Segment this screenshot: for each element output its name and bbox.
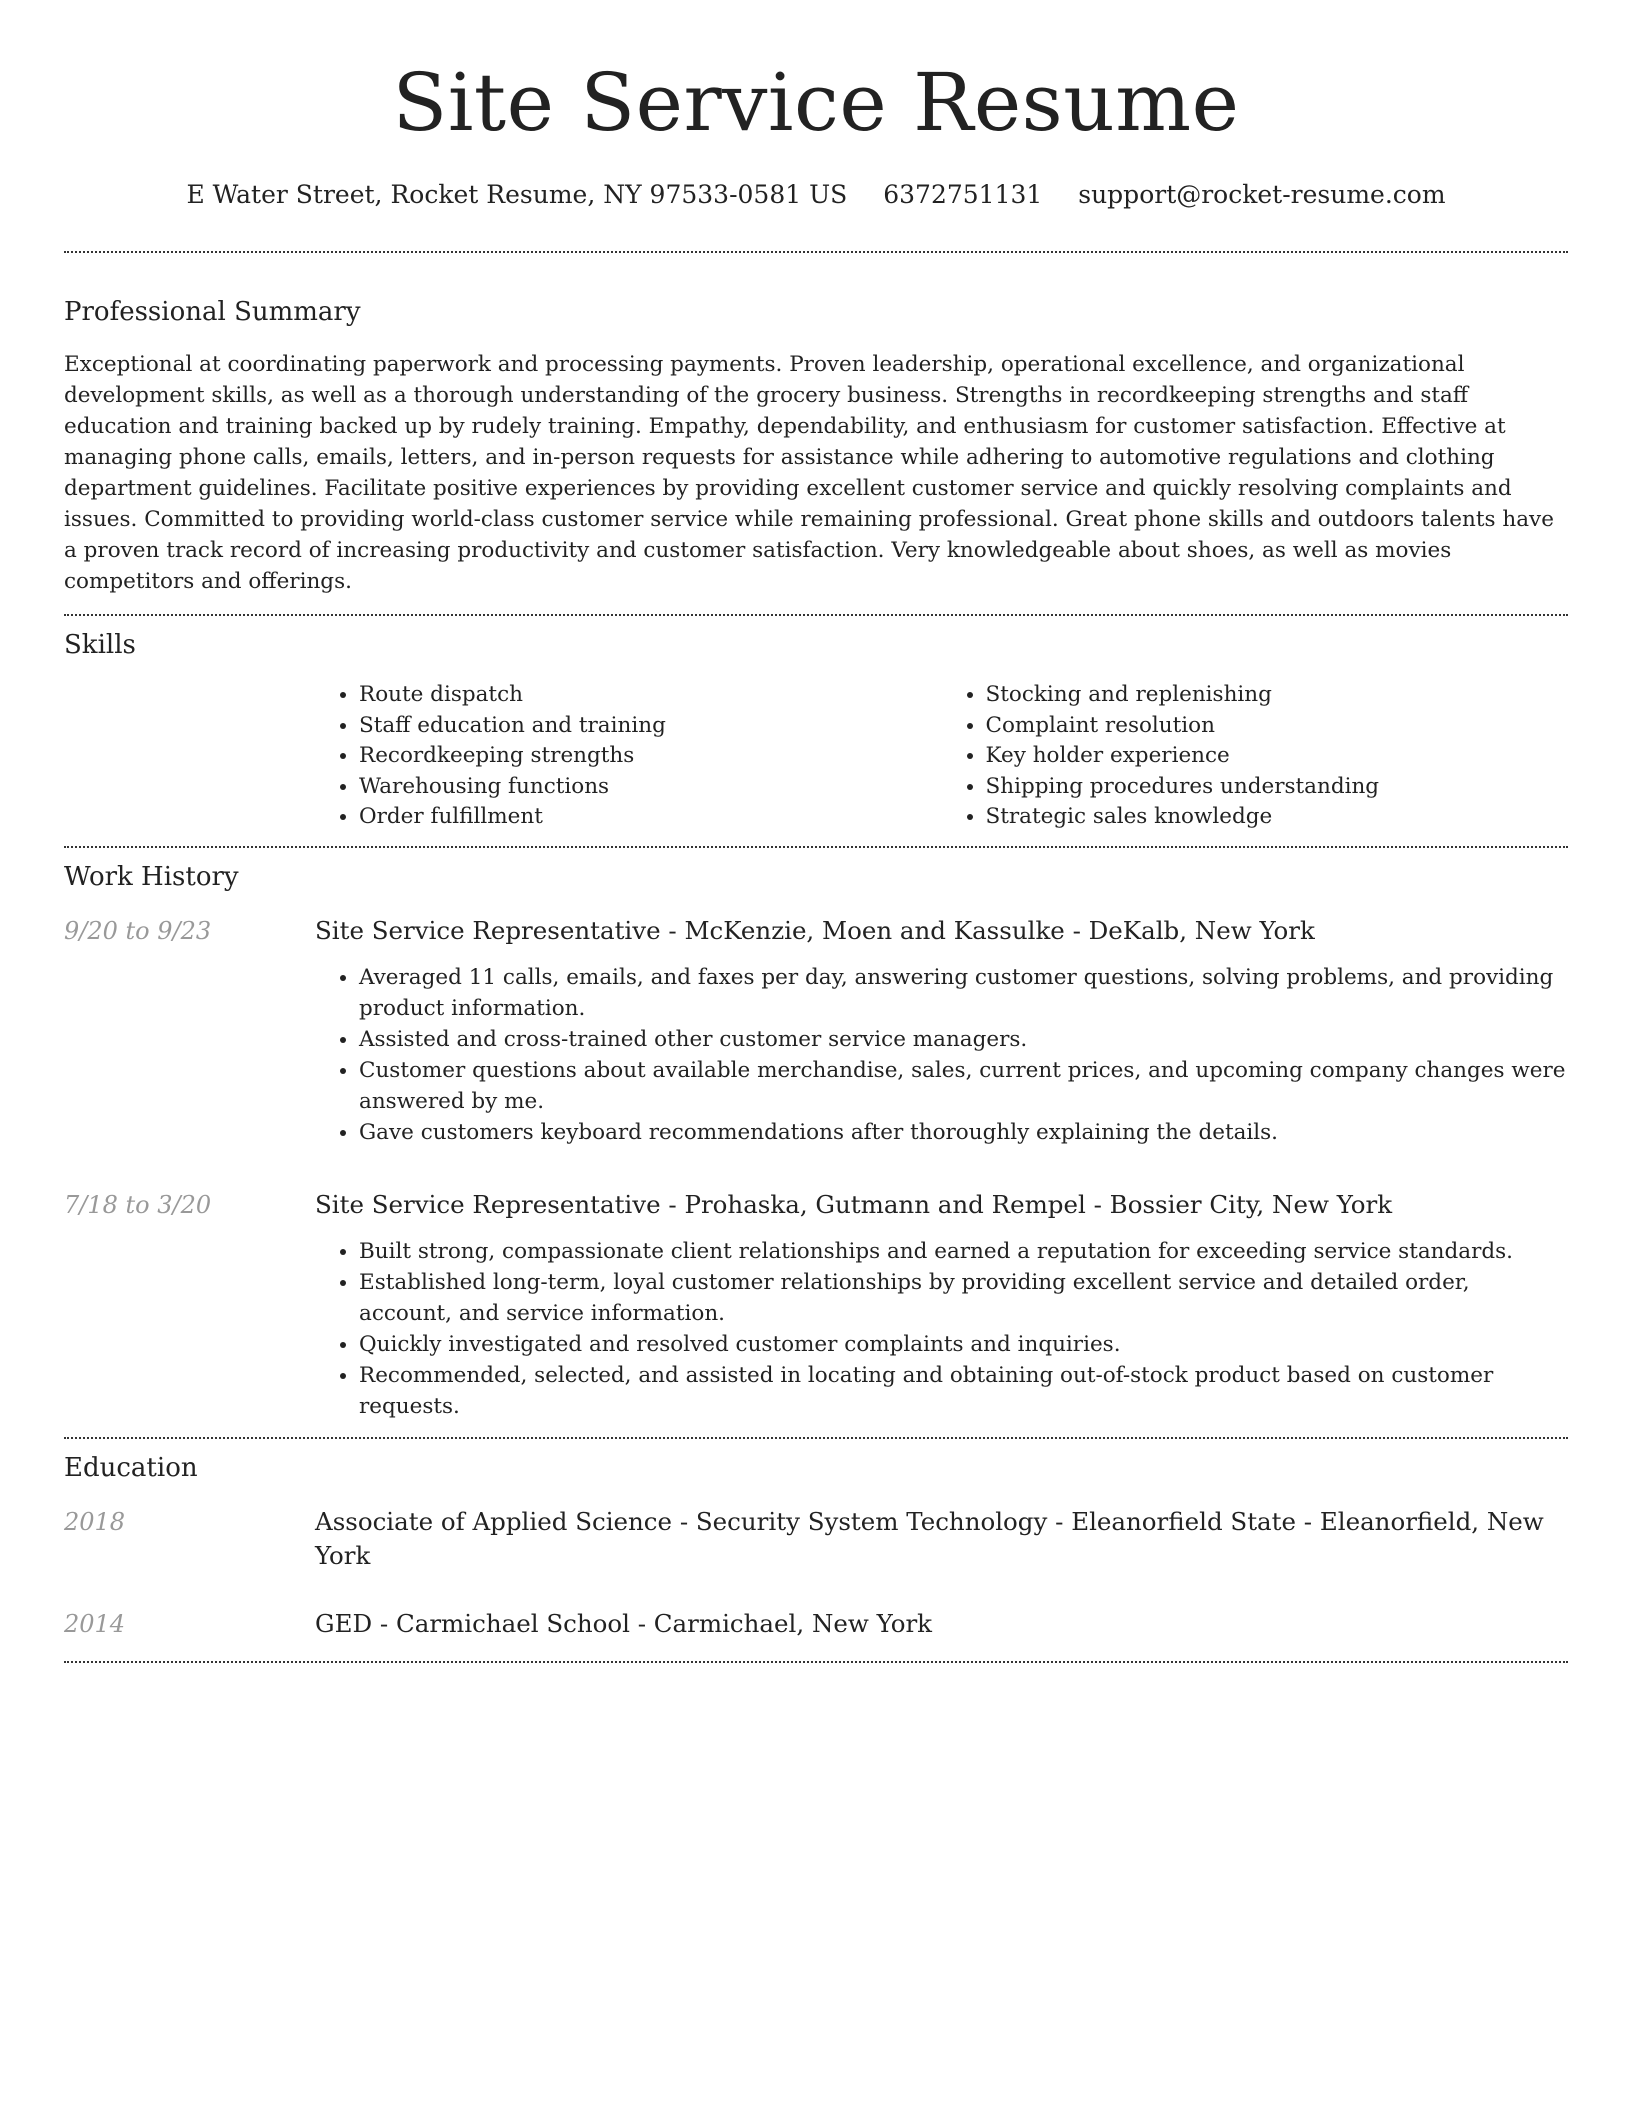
- resume-title: Site Service Resume: [392, 56, 1240, 149]
- job-bullet: • Averaged 11 calls, emails, and faxes per day, answering customer questions, solving problems, and providing product information.: [359, 962, 1568, 1024]
- education-heading: Education: [64, 1452, 198, 1483]
- job-bullet: • Recommended, selected, and assisted in locating and obtaining out-of-stock product based on customer requests.: [359, 1360, 1568, 1422]
- job-details: - Prohaska, Gutmann and Rempel - Bossier City, New York: [660, 1189, 1393, 1219]
- education-year: 2018: [64, 1507, 126, 1536]
- contact-line: [64, 178, 1568, 212]
- education-details: - Carmichael School - Carmichael, New York: [372, 1608, 932, 1638]
- job-entry: [64, 1188, 1568, 1437]
- job-heading: [315, 1188, 1568, 1222]
- education-heading-text: [315, 1607, 932, 1641]
- contact-phone: 6372751131: [883, 180, 1043, 209]
- job-details: - McKenzie, Moen and Kassulke - DeKalb, New York: [660, 915, 1315, 945]
- education-year: 2014: [64, 1609, 126, 1638]
- job-bullet: • Built strong, compassionate client relationships and earned a reputation for exceeding service standards.: [359, 1236, 1568, 1267]
- job-body: [315, 914, 1568, 1148]
- job-role: Site Service Representative: [315, 1189, 661, 1219]
- job-bullet: • Customer questions about available merchandise, sales, current prices, and upcoming company changes were answered by me.: [359, 1055, 1568, 1117]
- summary-text: Exceptional at coordinating paperwork and processing payments. Proven leadership, operational excellence, and organizational development skills, as well as a thorough understanding of the grocery business. Strengths in recordkeeping strengths and staff education and training backed up by rudely training. Empathy, dependability, and enthusiasm for customer satisfaction. Effective at managing phone calls, emails, letters, and in-person requests for assistance while adhering to automotive regulations and clothing department guidelines. Facilitate positive experiences by providing excellent customer service and quickly resolving complaints and issues. Committed to providing world-class customer service while remaining professional. Great phone skills and outdoors talents have a proven track record of increasing productivity and customer satisfaction. Very knowledgeable about shoes, as well as movies competitors and offerings.: [64, 352, 1554, 594]
- skill-item: • Recordkeeping strengths: [359, 741, 942, 772]
- education-degree: GED: [315, 1608, 373, 1638]
- education-section: [64, 1439, 1568, 1641]
- contact-address: E Water Street, Rocket Resume, NY 97533-0581 US: [186, 180, 848, 209]
- skills-list-right: [942, 680, 1569, 833]
- job-bullets: [315, 962, 1568, 1148]
- job-body: [315, 1188, 1568, 1437]
- job-dates: 9/20 to 9/23: [64, 916, 212, 945]
- education-heading-text: [315, 1505, 1568, 1573]
- skill-item: • Key holder experience: [986, 741, 1569, 772]
- job-dates: 7/18 to 3/20: [64, 1190, 212, 1219]
- job-entry: [64, 914, 1568, 1148]
- work-section: [64, 848, 1568, 1437]
- job-bullet: • Gave customers keyboard recommendations after thoroughly explaining the details.: [359, 1117, 1568, 1148]
- contact-email: support@rocket-resume.com: [1078, 180, 1446, 209]
- job-bullet: • Quickly investigated and resolved customer complaints and inquiries.: [359, 1329, 1568, 1360]
- summary-section: [64, 253, 1568, 597]
- skill-item: • Staff education and training: [359, 711, 942, 742]
- skill-item: • Stocking and replenishing: [986, 680, 1569, 711]
- skills-grid: [315, 680, 1568, 833]
- summary-heading: Professional Summary: [64, 297, 361, 327]
- job-role: Site Service Representative: [315, 915, 661, 945]
- skills-heading: Skills: [64, 630, 136, 660]
- skills-list-left: [315, 680, 942, 833]
- job-heading: [315, 914, 1568, 948]
- skill-item: • Complaint resolution: [986, 711, 1569, 742]
- work-heading: Work History: [64, 861, 239, 892]
- skill-item: • Strategic sales knowledge: [986, 802, 1569, 833]
- education-entry: [64, 1607, 1568, 1641]
- skill-item: • Shipping procedures understanding: [986, 772, 1569, 803]
- skill-item: • Order fulfillment: [359, 802, 942, 833]
- skill-item: • Warehousing functions: [359, 772, 942, 803]
- education-details: - Eleanorfield State - Eleanorfield, New York: [315, 1506, 1544, 1570]
- divider: [64, 1661, 1568, 1663]
- skill-item: • Route dispatch: [359, 680, 942, 711]
- education-degree: Associate of Applied Science - Security System Technology: [315, 1506, 1048, 1536]
- education-entry: [64, 1505, 1568, 1573]
- skills-section: [64, 616, 1568, 833]
- job-bullet: • Assisted and cross-trained other customer service managers.: [359, 1024, 1568, 1055]
- job-bullets: [315, 1236, 1568, 1422]
- job-bullet: • Established long-term, loyal customer relationships by providing excellent service and detailed order, account, and service information.: [359, 1267, 1568, 1329]
